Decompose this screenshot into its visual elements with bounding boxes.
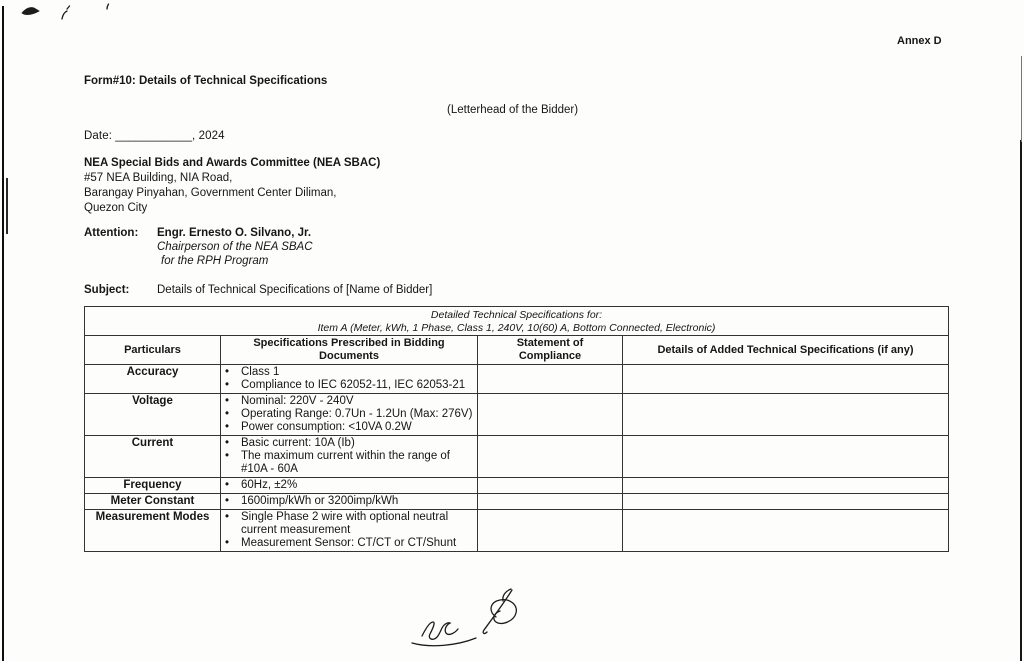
bullet-icon: •: [225, 479, 230, 491]
scan-edge-line-left-secondary: [6, 178, 8, 234]
spec-text: Class 1: [241, 366, 280, 378]
compliance-cell: [478, 494, 623, 510]
specs-cell: [221, 510, 478, 552]
specs-cell: [221, 494, 478, 510]
compliance-cell: [478, 394, 623, 436]
technical-specifications-table: [84, 306, 949, 552]
column-header-added-details: Details of Added Technical Specifications (if any): [623, 336, 949, 365]
subject-block: [84, 283, 432, 297]
specs-cell: [221, 365, 478, 394]
recipient-address-line: Quezon City: [84, 201, 148, 214]
column-header-specifications: Specifications Prescribed in Bidding Documents: [221, 336, 478, 365]
details-cell: [623, 436, 949, 478]
bullet-icon: •: [225, 537, 230, 549]
details-cell: [623, 365, 949, 394]
spec-text: Operating Range: 0.7Un - 1.2Un (Max: 276V): [241, 408, 473, 420]
details-cell: [623, 478, 949, 494]
date-label: Date:: [84, 130, 112, 142]
attention-title-line: Chairperson of the NEA SBAC: [157, 241, 313, 254]
bullet-icon: •: [225, 495, 230, 507]
attention-block: [84, 226, 313, 269]
compliance-cell: [478, 510, 623, 552]
specs-cell: [221, 478, 478, 494]
spec-text: The maximum current within the range of #10A - 60A: [241, 450, 451, 475]
scan-edge-line-right: [1020, 140, 1022, 661]
spec-bullet-item: [225, 450, 473, 476]
stray-ink-marks-icon: [15, 2, 120, 26]
spec-bullet-item: [225, 479, 473, 492]
annex-label: Annex D: [897, 35, 942, 47]
letterhead-note: (Letterhead of the Bidder): [447, 104, 579, 116]
spec-table-body: [85, 365, 949, 552]
table-caption-row: [85, 307, 949, 336]
spec-bullet-item: [225, 437, 473, 450]
attention-name: Engr. Ernesto O. Silvano, Jr.: [157, 227, 312, 239]
handwritten-initials-icon: [408, 583, 533, 649]
spec-text: Nominal: 220V - 240V: [241, 395, 354, 407]
details-cell: [623, 510, 949, 552]
bullet-icon: •: [225, 395, 230, 407]
table-caption-cell: [85, 307, 949, 336]
subject-label: Subject:: [84, 284, 130, 296]
compliance-cell: [478, 436, 623, 478]
spec-text: Measurement Sensor: CT/CT or CT/Shunt: [241, 537, 457, 549]
details-cell: [623, 394, 949, 436]
scan-edge-line-right-faint: [1021, 56, 1022, 142]
particular-cell: Measurement Modes: [85, 510, 221, 552]
particular-cell: Accuracy: [85, 365, 221, 394]
spec-bullet-item: [225, 379, 473, 392]
table-row: [85, 436, 949, 478]
details-cell: [623, 494, 949, 510]
attention-title-line: for the RPH Program: [161, 255, 269, 268]
scan-edge-line-left: [2, 6, 4, 661]
column-header-particulars: Particulars: [85, 336, 221, 365]
compliance-cell: [478, 365, 623, 394]
spec-text: 1600imp/kWh or 3200imp/kWh: [241, 495, 399, 507]
bullet-icon: •: [225, 450, 230, 462]
column-header-compliance: Statement of Compliance: [478, 336, 623, 365]
recipient-address-line: #57 NEA Building, NIA Road,: [84, 171, 233, 184]
bullet-icon: •: [225, 511, 230, 523]
spec-text: Single Phase 2 wire with optional neutral current measurement: [241, 511, 449, 536]
spec-bullet-item: [225, 421, 473, 434]
spec-bullet-item: [225, 395, 473, 408]
spec-bullet-item: [225, 495, 473, 508]
date-blank-line: ____________: [115, 130, 193, 142]
table-row: [85, 510, 949, 552]
bullet-icon: •: [225, 379, 230, 391]
attention-label: Attention:: [84, 227, 139, 239]
table-row: [85, 478, 949, 494]
recipient-block: [84, 156, 380, 216]
spec-text: Basic current: 10A (Ib): [241, 437, 355, 449]
compliance-cell: [478, 478, 623, 494]
spec-bullet-item: [225, 366, 473, 379]
recipient-name: NEA Special Bids and Awards Committee (NEA SBAC): [84, 157, 381, 169]
particular-cell: Current: [85, 436, 221, 478]
bullet-icon: •: [225, 366, 230, 378]
table-row: [85, 494, 949, 510]
specs-cell: [221, 394, 478, 436]
table-row: [85, 394, 949, 436]
spec-bullet-item: [225, 537, 473, 550]
table-caption-line: Item A (Meter, kWh, 1 Phase, Class 1, 240V, 10(60) A, Bottom Connected, Electronic): [317, 321, 716, 334]
specs-cell: [221, 436, 478, 478]
date-line: [84, 130, 225, 142]
table-row: [85, 365, 949, 394]
bullet-icon: •: [225, 437, 230, 449]
spec-bullet-item: [225, 511, 473, 537]
subject-text: Details of Technical Specifications of [Name of Bidder]: [157, 284, 433, 296]
spec-text: Power consumption: <10VA 0.2W: [241, 421, 412, 433]
particular-cell: Meter Constant: [85, 494, 221, 510]
date-year: , 2024: [192, 130, 225, 142]
bullet-icon: •: [225, 421, 230, 433]
table-caption-line: Detailed Technical Specifications for:: [430, 309, 603, 321]
spec-text: Compliance to IEC 62052-11, IEC 62053-21: [241, 379, 466, 391]
bullet-icon: •: [225, 408, 230, 420]
form-title: Form#10: Details of Technical Specifications: [84, 75, 328, 87]
particular-cell: Voltage: [85, 394, 221, 436]
spec-bullet-item: [225, 408, 473, 421]
spec-text: 60Hz, ±2%: [241, 479, 298, 491]
recipient-address-line: Barangay Pinyahan, Government Center Diliman,: [84, 186, 337, 199]
particular-cell: Frequency: [85, 478, 221, 494]
table-header-row: [85, 336, 949, 365]
